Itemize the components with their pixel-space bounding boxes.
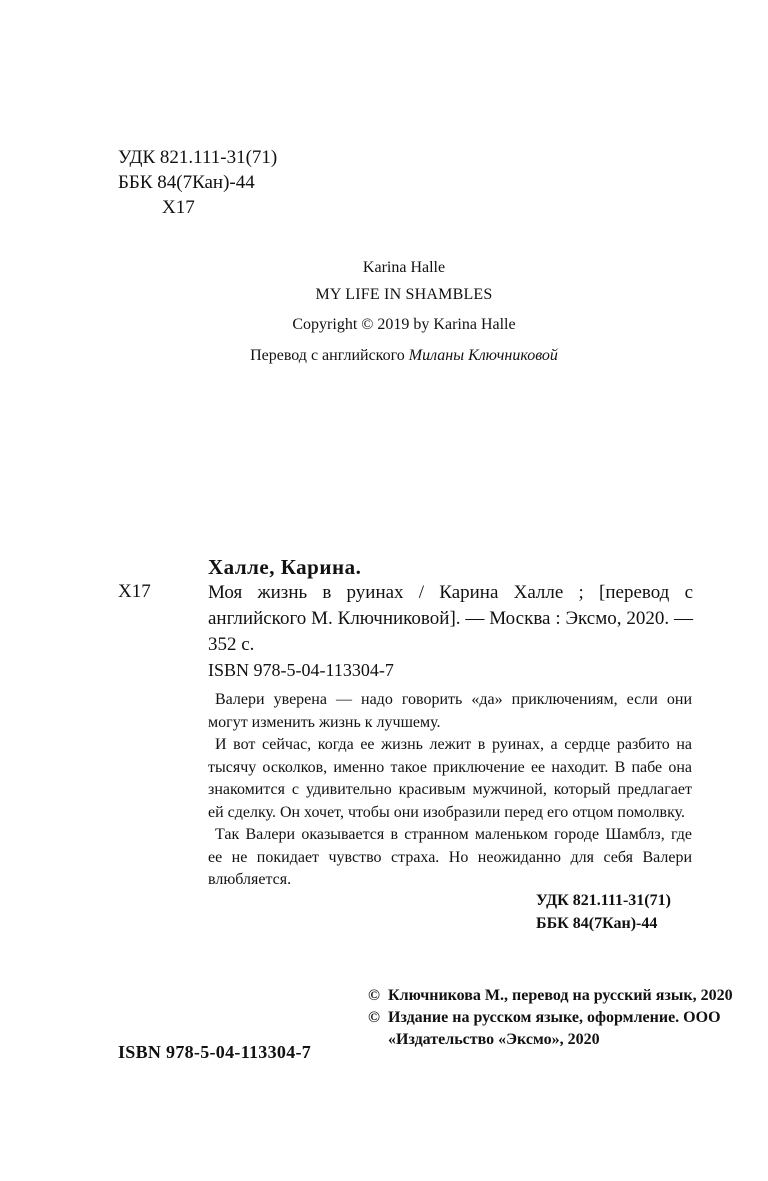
copyright-notices <box>368 985 738 1051</box>
original-author: Karina Halle <box>362 259 446 276</box>
isbn: ISBN 978-5-04-113304-7 <box>118 1042 312 1062</box>
udk-code: УДК 821.111-31(71) <box>118 147 278 168</box>
copyright-mark: © <box>368 1009 380 1026</box>
bibliographic-code: Х17 <box>118 581 151 602</box>
copyright-notice <box>368 1007 738 1051</box>
author-sign: Х17 <box>162 197 195 218</box>
annotation-paragraph: Так Валери оказывается в странном маленьком городе Шамблз, где ее не покидает чувство страха. Но неожиданно для себя Валери влюбляется. <box>208 826 692 888</box>
udk-code: УДК 821.111-31(71) <box>536 892 671 909</box>
udk-block-top <box>118 145 277 220</box>
copyright-mark: © <box>368 987 380 1004</box>
translator-name: Миланы Ключниковой <box>408 347 558 364</box>
bbk-code: ББК 84(7Кан)-44 <box>536 915 658 932</box>
translator-line <box>0 347 768 365</box>
udk-block-bottom <box>536 889 671 935</box>
translation-prefix: Перевод с английского <box>250 347 405 364</box>
original-title: MY LIFE IN SHAMBLES <box>315 286 493 303</box>
copyright-notice <box>368 985 738 1007</box>
bibliographic-isbn: ISBN 978-5-04-113304-7 <box>208 660 394 680</box>
bbk-code: ББК 84(7Кан)-44 <box>118 172 255 193</box>
annotation <box>208 689 692 892</box>
original-copyright: Copyright © 2019 by Karina Halle <box>292 316 516 333</box>
bibliographic-author: Халле, Карина. <box>208 555 362 579</box>
copyright-text: Издание на русском языке, оформление. ООО «Издательство «Эксмо», 2020 <box>388 1009 721 1048</box>
annotation-paragraph: И вот сейчас, когда ее жизнь лежит в руинах, а сердце разбито на тысячу осколков, именно такое приключение ее находит. В пабе она знакомится с удивительно красивым мужчиной, который предлагает ей сделку. Он хочет, чтобы они изобразили перед его отцом помолвку. <box>208 736 692 821</box>
annotation-paragraph: Валери уверена — надо говорить «да» приключениям, если они могут изменить жизнь к лучшему. <box>208 691 692 731</box>
bibliographic-description: Моя жизнь в руинах / Карина Халле ; [перевод с английского М. Ключниковой]. — Москва : Эксмо, 2020. — 352 с. <box>208 582 693 655</box>
copyright-text: Ключникова М., перевод на русский язык, 2020 <box>388 987 733 1004</box>
